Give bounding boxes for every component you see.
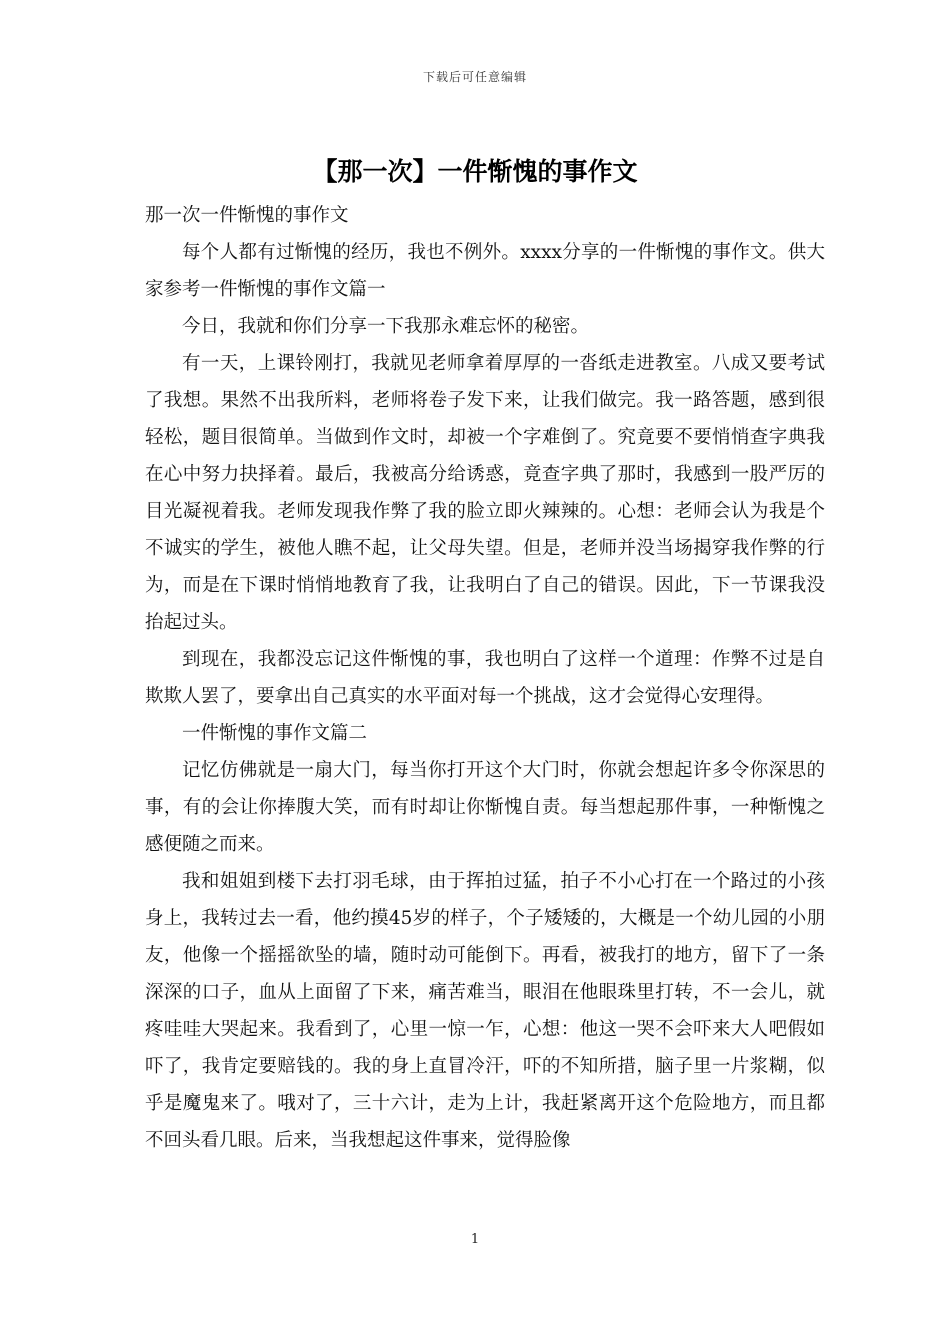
body-paragraph: 我和姐姐到楼下去打羽毛球，由于挥拍过猛，拍子不小心打在一个路过的小孩身上，我转过去一看，他约摸45岁的样子，个子矮矮的，大概是一个幼儿园的小朋友，他像一个摇摇欲坠的墙，随时动可能倒下。再看，被我打的地方，留下了一条深深的口子，血从上面留了下来，痛苦难当，眼泪在他眼珠里打转，不一会儿，就疼哇哇大哭起来。我看到了，心里一惊一乍，心想：他这一哭不会吓来大人吧假如吓了，我肯定要赔钱的。我的身上直冒冷汗，吓的不知所措，脑子里一片浆糊，似乎是魔鬼来了。哦对了，三十六计，走为上计，我赶紧离开这个危险地方，而且都不回头看几眼。后来，当我想起这件事来，觉得脸像	[145, 871, 825, 1151]
page-number: 1	[470, 1232, 480, 1247]
document-body	[145, 197, 825, 1159]
body-paragraph: 每个人都有过惭愧的经历，我也不例外。xxxx分享的一件惭愧的事作文。供大家参考一件惭愧的事作文篇一	[145, 242, 825, 300]
body-paragraph: 记忆仿佛就是一扇大门，每当你打开这个大门时，你就会想起许多令你深思的事，有的会让你捧腹大笑，而有时却让你惭愧自责。每当想起那件事，一种惭愧之感便随之而来。	[145, 760, 825, 855]
body-paragraph: 今日，我就和你们分享一下我那永难忘怀的秘密。	[182, 316, 590, 337]
body-paragraph-subtitle: 那一次一件惭愧的事作文	[145, 205, 349, 226]
body-paragraph: 有一天，上课铃刚打，我就见老师拿着厚厚的一沓纸走进教室。八成又要考试了我想。果然不出我所料，老师将卷子发下来，让我们做完。我一路答题，感到很轻松，题目很简单。当做到作文时，却被一个字难倒了。究竟要不要悄悄查字典我在心中努力抉择着。最后，我被高分给诱惑，竟查字典了那时，我感到一股严厉的目光凝视着我。老师发现我作弊了我的脸立即火辣辣的。心想：老师会认为我是个不诚实的学生，被他人瞧不起，让父母失望。但是，老师并没当场揭穿我作弊的行为，而是在下课时悄悄地教育了我，让我明白了自己的错误。因此，下一节课我没抬起过头。	[145, 353, 825, 633]
document-title: 【那一次】一件惭愧的事作文	[312, 157, 638, 186]
page-header-note: 下载后可任意编辑	[422, 70, 527, 84]
body-paragraph: 到现在，我都没忘记这件惭愧的事，我也明白了这样一个道理：作弊不过是自欺欺人罢了，要拿出自己真实的水平面对每一个挑战，这才会觉得心安理得。	[145, 649, 825, 707]
section-heading: 一件惭愧的事作文篇二	[182, 723, 368, 744]
